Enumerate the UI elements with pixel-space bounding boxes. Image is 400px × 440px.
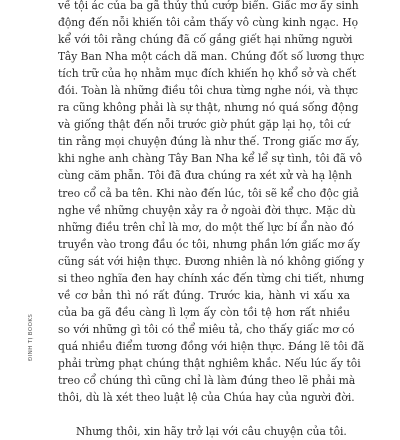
paragraph-1	[58, 0, 365, 406]
text-line: Nhưng thôi, xin hãy trở lại với câu chuyện của tôi.	[76, 425, 347, 439]
text-line: kể với tôi rằng chúng đã cố gắng giết hại những người	[58, 33, 353, 47]
text-line: động đến nỗi khiến tôi cảm thấy vô cùng kinh ngạc. Họ	[58, 16, 359, 30]
text-line: Tây Ban Nha một cách dã man. Chúng đốt số lương thực	[58, 50, 365, 64]
text-line: những điều trên chỉ là mơ, do một thế lực bí ẩn nào đó	[58, 220, 354, 234]
text-line: tích trữ của họ nhằm mục đích khiến họ khổ sở và chết	[58, 67, 357, 81]
text-line: truyền vào trong đầu óc tôi, nhưng phần lớn giấc mơ ấy	[58, 237, 361, 251]
text-line: về cơ bản thì nó rất đúng. Trước kia, hành vi xấu xa	[58, 288, 350, 302]
text-line: tin rằng mọi chuyện đúng là như thế. Trong giấc mơ ấy,	[58, 135, 360, 149]
text-line: treo cổ cả ba tên. Khi nào đến lúc, tôi sẽ kể cho độc giả	[58, 186, 359, 200]
text-line: và giống thật đến nỗi trước giờ phút gặp lại họ, tôi cứ	[58, 118, 350, 132]
text-line: phải trừng phạt chúng thật nghiêm khắc. Nếu lúc ấy tôi	[58, 356, 361, 370]
text-line: đói. Toàn là những điều tôi chưa từng nghe nói, và thực	[58, 84, 359, 98]
text-line: cùng căm phẫn. Tôi đã đưa chúng ra xét xử và hạ lệnh	[58, 169, 352, 183]
text-line: khi nghe anh chàng Tây Ban Nha kể lể sự tình, tôi đã vô	[58, 152, 363, 166]
text-line: si theo nghĩa đen hay chính xác đến từng chi tiết, nhưng	[58, 271, 365, 285]
text-line: về tội ác của ba gã thủy thủ cướp biển. Giấc mơ ấy sinh	[58, 0, 359, 12]
paragraph-2	[58, 423, 350, 440]
publisher-side-mark: ĐINH TỊ BOOKS	[28, 313, 34, 361]
paragraph-gap	[58, 406, 350, 423]
text-line: cũng sát với hiện thực. Đương nhiên là nó không giống y	[58, 254, 365, 268]
text-line: nghe về những chuyện xảy ra ở ngoài đời thực. Mặc dù	[58, 203, 356, 217]
text-line: thôi, dù là xét theo luật lệ của Chúa hay của người đời.	[58, 391, 355, 405]
body-text	[58, 0, 365, 440]
text-line: treo cổ chúng thì cũng chỉ là làm đúng theo lẽ phải mà	[58, 374, 356, 388]
text-line: so với những gì tôi có thể miêu tả, cho thấy giấc mơ có	[58, 322, 355, 336]
text-line: của ba gã đều càng lì lợm ấy còn tồi tệ hơn rất nhiều	[58, 305, 350, 319]
text-line: ra cũng không phải là sự thật, nhưng nó quá sống động	[58, 101, 359, 115]
text-line: quá nhiều điểm tương đồng với hiện thực. Đáng lẽ tôi đã	[58, 339, 365, 353]
